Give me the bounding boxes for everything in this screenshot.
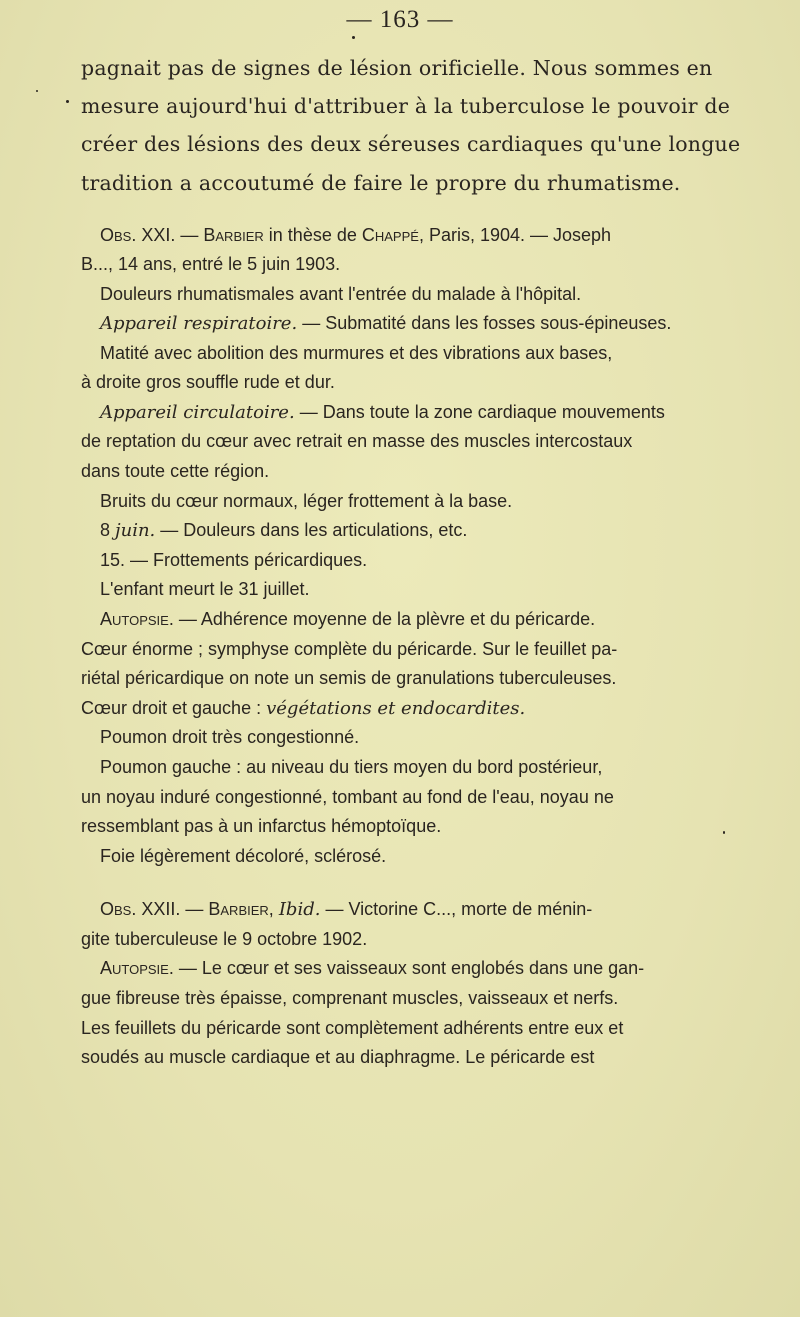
author-name: Chappé [361, 225, 419, 245]
text-line: 8 juin. — Douleurs dans les articulations, etc. [100, 520, 468, 541]
text-line: Poumon gauche : au niveau du tiers moyen du bord postérieur, [100, 757, 603, 777]
author-name: Barbier [203, 225, 264, 245]
text-line: Les feuillets du péricarde sont complètement adhérents entre eux et [81, 1018, 624, 1038]
page-number: — 163 — [346, 6, 454, 33]
section-label: Appareil respiratoire. [100, 313, 298, 334]
text-line: gue fibreuse très épaisse, comprenant muscles, vaisseaux et nerfs. [81, 988, 619, 1008]
obs-label: Obs. XXII. [100, 899, 181, 919]
text-line: Autopsie. — Le cœur et ses vaisseaux sont englobés dans une gan- [100, 958, 645, 978]
ink-speck [352, 36, 355, 39]
text-line: Appareil circulatoire. — Dans toute la zone cardiaque mouvements [100, 402, 665, 423]
text-line: Matité avec abolition des murmures et des vibrations aux bases, [100, 343, 613, 363]
obs21-heading: Obs. XXI. — Barbier in thèse de Chappé, Paris, 1904. — Joseph [100, 225, 612, 245]
text-line: Douleurs rhumatismales avant l'entrée du malade à l'hôpital. [100, 284, 582, 304]
text-line: Cœur droit et gauche : végétations et endocardites. [81, 698, 526, 719]
text-line: L'enfant meurt le 31 juillet. [100, 579, 310, 599]
text-line: tradition a accoutumé de faire le propre du rhumatisme. [81, 171, 681, 195]
text-line: mesure aujourd'hui d'attribuer à la tuberculose le pouvoir de [81, 94, 731, 118]
text-line: Poumon droit très congestionné. [100, 727, 360, 747]
text-line: B..., 14 ans, entré le 5 juin 1903. [81, 254, 341, 274]
text-line: gite tuberculeuse le 9 octobre 1902. [81, 929, 368, 949]
author-name: Barbier [208, 899, 269, 919]
text-line: Foie légèrement décoloré, sclérosé. [100, 846, 387, 866]
section-label: Appareil circulatoire. [100, 402, 295, 423]
text-line: soudés au muscle cardiaque et au diaphragme. Le péricarde est [81, 1047, 595, 1067]
text-line: Autopsie. — Adhérence moyenne de la plèvre et du péricarde. [100, 609, 596, 629]
text-line: 15. — Frottements péricardiques. [100, 550, 368, 570]
text-line: un noyau induré congestionné, tombant au fond de l'eau, noyau ne [81, 787, 614, 807]
ink-speck [36, 90, 38, 92]
obs-label: Obs. XXI. [100, 225, 176, 245]
text-line: Bruits du cœur normaux, léger frottement à la base. [100, 491, 513, 511]
ink-speck [66, 100, 69, 103]
text-line: à droite gros souffle rude et dur. [81, 372, 335, 392]
text-line: créer des lésions des deux séreuses cardiaques qu'une longue [81, 132, 741, 156]
text-line: de reptation du cœur avec retrait en masse des muscles intercostaux [81, 431, 633, 451]
date-label: juin. [115, 520, 156, 541]
text-line: Appareil respiratoire. — Submatité dans les fosses sous-épineuses. [100, 313, 672, 334]
text-line: dans toute cette région. [81, 461, 270, 481]
emphasis-text: végétations et endocardites. [266, 698, 526, 719]
section-label: Autopsie. [100, 609, 174, 629]
section-label: Autopsie. [100, 958, 174, 978]
text-line: riétal péricardique on note un semis de granulations tuberculeuses. [81, 668, 617, 688]
text-line: ressemblant pas à un infarctus hémoptoïque. [81, 816, 442, 836]
ink-speck [723, 831, 725, 834]
text-line: Cœur énorme ; symphyse complète du péricarde. Sur le feuillet pa- [81, 639, 618, 659]
obs22-heading: Obs. XXII. — Barbier, Ibid. — Victorine C..., morte de ménin- [100, 899, 593, 920]
ibid-label: Ibid. [278, 899, 321, 920]
text-line: pagnait pas de signes de lésion orificielle. Nous sommes en [81, 56, 713, 80]
